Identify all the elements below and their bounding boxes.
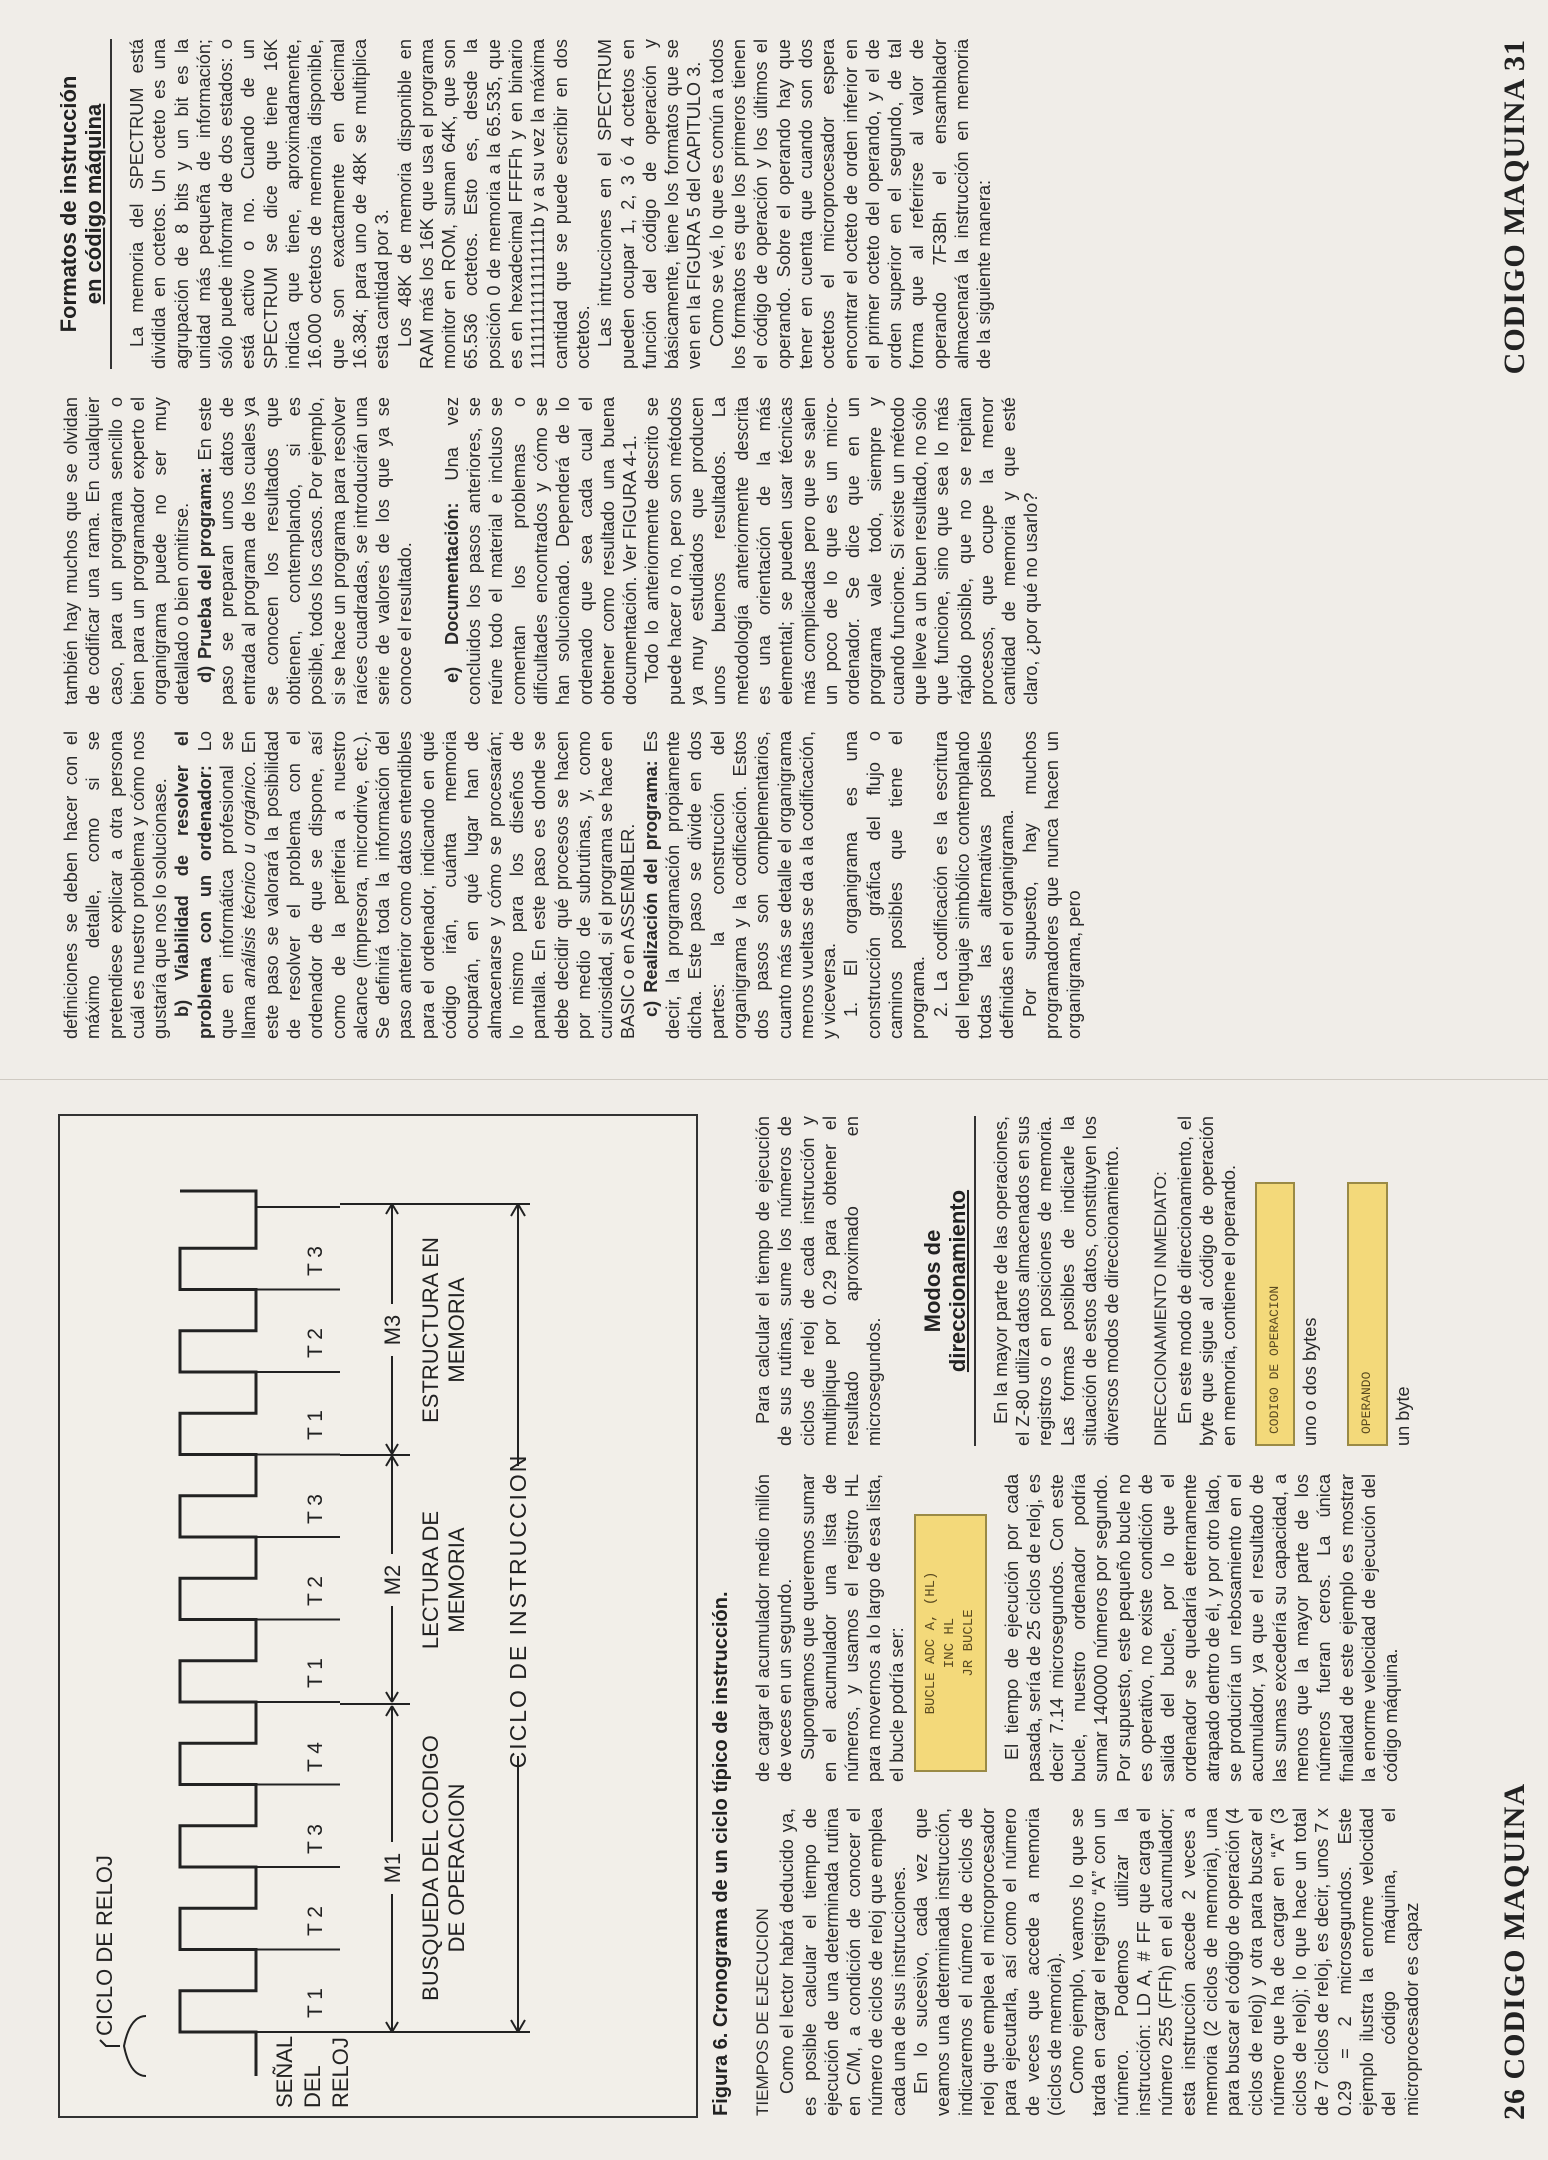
step-b-label: b) Viabilidad de resolver el problema con un ordenador: (172, 731, 215, 1039)
section-title-line-1: Modos de (919, 1229, 945, 1333)
step-b-text-1: Lo que en informática profesional se llama (194, 731, 260, 1039)
m1-label: M1 (380, 1852, 405, 1884)
format-diagram (1255, 1116, 1414, 1446)
paragraph: Supongamos que queremos sumar en el acumulador una lista de números, y usamos el registro HL para movernos a lo largo de esa lista, el bucle podría ser: (797, 1474, 907, 1782)
instruction-cycle-label: CICLO DE INSTRUCCION (505, 1453, 531, 1769)
section-heading: TIEMPOS DE EJECUCION (753, 1908, 772, 2116)
t-label: T 1 (304, 1988, 327, 2018)
clock-waveform (180, 1191, 256, 2076)
opcode-note: uno o dos bytes (1300, 1317, 1321, 1446)
paragraph-e (441, 397, 642, 705)
right-col-1 (60, 731, 1086, 1039)
step-d-label: d) Prueba del programa: (194, 467, 215, 683)
section-title-line-1: Formatos de instrucción (56, 75, 81, 333)
page-footer-right: CODIGO MAQUINA 31 (1498, 39, 1531, 375)
left-col-3 (752, 1116, 1420, 1446)
signal-label-2: DEL (300, 2065, 325, 2108)
paragraph: Por supuesto, hay muchos programadores que nunca hacen un organigrama, pero (1019, 731, 1085, 1039)
paragraph: Como el lector habrá deducido ya, es posible calcular el tiempo de ejecución de una determinada rutina en C/M, a condición de conocer el número de ciclos de reloj que emplea cada una de sus instrucciones. (777, 1808, 909, 2116)
code-listing (914, 1514, 987, 1772)
operand-box: OPERANDO (1347, 1182, 1387, 1446)
paragraph: definiciones se deben hacer con el máximo detalle, como si se pretendiese explicar a otra persona cuál es nuestro problema y cómo nos gustaría que nos lo solucionase. (61, 731, 171, 1039)
code-line: INC HL (942, 1617, 959, 1669)
t-label: T 3 (304, 1494, 327, 1524)
t-label: T 3 (304, 1246, 327, 1276)
signal-label-1: SEÑAL (272, 2035, 297, 2108)
paragraph: 2. La codificación es la escritura del lenguaje simbólico contemplando todas las alternativas posibles definidas en el organigrama. (930, 731, 1018, 1039)
t-label: T 1 (304, 1658, 327, 1688)
opcode-box: CODIGO DE OPERACION (1255, 1182, 1295, 1446)
section-title-line-2: en código máquina (81, 103, 106, 305)
paragraph: 1. El organigrama es una construcción gráfica del flujo o caminos posibles que tiene el programa. (841, 731, 929, 1039)
subheading: DIRECCIONAMIENTO INMEDIATO: (1150, 1171, 1170, 1446)
section-title (920, 1116, 976, 1446)
section-title (56, 39, 112, 369)
paragraph: también hay muchos que se olvidan de codificar una rama. En cualquier caso, para un programa sencillo o bien para un programador experto el organigrama puede no ser muy detallado o bien omitirse. (61, 397, 193, 705)
m3-desc-1: ESTRUCTURA EN (418, 1237, 443, 1423)
paragraph: Como ejemplo, veamos lo que se tarda en cargar el registro “A” con un número. Podemos utilizar la instrucción: LD A, # FF que carga el número 255 (FFh) en el acumulador; esta instrucción accede 2 veces a memoria (2 ciclos de memoria), una para buscar el código de operación (4 ciclos de reloj) y otra para buscar el número que ha de cargar en “A” (3 ciclos de reloj); lo que hace un total de 7 ciclos de reloj, es decir, unos 7 x 0.29 = 2 microsegundos. Este ejemplo ilustra la enorme velocidad del código máquina, el microprocesador es capaz (1067, 1808, 1422, 2116)
figure-caption: Figura 6. Cronograma de un ciclo típico de instrucción. (710, 1591, 732, 2116)
t-label: T 2 (304, 1906, 327, 1936)
t-state-dividers (256, 1207, 340, 2032)
paragraph: La memoria del SPECTRUM está dividida en octetos. Un octeto es una agrupación de 8 bits y un bit es la unidad más pequeña de información; sólo puede informar de dos estados: o está activo o no. Cuando de un SPECTRUM se dice que tiene 16K indica que tiene, aproximadamente, 16.000 octetos de memoria disponible, que son exactamente en decimal 16.384; para uno de 48K se multiplica esta cantidad por 3. (127, 39, 393, 369)
paragraph: de cargar el acumulador medio millón de veces en un segundo. (753, 1474, 796, 1782)
step-e-label: e) Documentación: (441, 502, 462, 683)
right-col-2 (60, 397, 1043, 705)
code-line: BUCLE ADC A, (HL) (923, 1571, 940, 1715)
t-label: T 2 (304, 1328, 327, 1358)
paragraph: Todo lo anteriormente descrito se puede hacer o no, pero son métodos ya muy estudiados que producen unos buenos resultados. La metodología anteriormente descrita es una orientación de la más elemental; se pueden usar técnicas más complicadas pero que se salen un poco de lo que es un micro-ordenador. Se dice que en un programa vale todo, siempre y cuando funcione. Si existe un método que lleve a un buen resultado, no sólo que funcione, sino que sea lo más rápido posible, que no se repitan procesos, que ocupe la menor cantidad de memoria y que esté claro, ¿por qué no usarlo? (642, 397, 1042, 705)
paragraph: En este modo de direccionamiento, el byte que sigue al código de operación en memoria, contiene el operando. (1174, 1116, 1240, 1446)
t-label: T 1 (304, 1410, 327, 1440)
left-col-1 (752, 1808, 1423, 2116)
paragraph: En lo sucesivo, cada vez que veamos una determinada instrucción, indicaremos el número de ciclos de reloj que emplea el microprocesador para ejecutarla, así como el número de veces que accede a memoria (ciclos de memoria). (911, 1808, 1065, 2116)
step-d-text: En este paso se preparan unos datos de entrada al programa de los cuales ya se conocen los resultados que obtienen, contemplando, si es posible, todos los casos. Por ejemplo, si se hace un programa para resolver raíces cuadradas, se introducirán una serie de valores de los que ya se conoce el resultado. (194, 397, 416, 705)
paragraph-d (194, 397, 417, 705)
t-label: T 2 (304, 1576, 327, 1606)
m2-desc-1: LECTURA DE (418, 1510, 443, 1650)
clock-cycle-bracket (100, 2040, 120, 2046)
page-footer-left: 26 CODIGO MAQUINA (1498, 1783, 1531, 2120)
step-c-text: Es decir, la programación propiamente dicha. Este paso se divide en dos partes: la construcción del organigrama y la codificación. Estos dos pasos son complementarios, cuanto más se detalle el organigrama menos vueltas se da a la codificación, y viceversa. (640, 730, 840, 1039)
paragraph-c (640, 731, 841, 1039)
paragraph: Las intrucciones en el SPECTRUM pueden ocupar 1, 2, 3 ó 4 octetos en función del código de operación y básicamente, tiene los formatos que se ven en la FIGURA 5 del CAPITULO 3. (595, 39, 705, 369)
timing-svg (60, 1116, 696, 2116)
clock-timing-diagram (58, 1114, 698, 2118)
paragraph: Como se vé, lo que es común a todos los formatos es que los primeros tienen el código de operación y los últimos el operando. Sobre el operando hay que tener en cuenta que cuando son dos octetos el microprocesador espera encontrar el octeto de orden inferior en el primer octeto del operando, y el de orden superior en el segundo, de tal forma que al referirse al valor de operando 7F3Bh el ensamblador almacenará la instrucción en memoria de la siguiente manera: (706, 39, 995, 369)
code-line: JR BUCLE (961, 1609, 978, 1677)
m3-desc-2: MEMORIA (444, 1277, 469, 1383)
step-c-label: c) Realización del programa: (640, 760, 661, 1017)
paragraph: En la mayor parte de las operaciones, el Z-80 utiliza datos almacenados en sus registros o en posiciones de memoria. Las formas posibles de indicarle la situación de estos datos, constituyen los diversos modos de direccionamiento. (990, 1116, 1123, 1446)
right-col-3 (56, 39, 996, 369)
step-e-text: Una vez concluidos los pasos anteriores, se reúne todo el material e incluso se comentan los problemas o dificultades encontrados y cómo se han solucionado. Dependerá de lo ordenado que sea cada cual el obtener como resultado una buena documentación. Ver FIGURA 4-1. (441, 397, 641, 705)
m2-desc-2: MEMORIA (444, 1527, 469, 1633)
paragraph: El tiempo de ejecución por cada pasada, sería de 25 ciclos de reloj, es decir 7.14 microsegundos. Con este bucle, nuestro ordenador podría sumar 140000 números por segundo. Por supuesto, este pequeño bucle no es operativo, no existe condición de salida del bucle, por lo que el ordenador se quedaría eternamente atrapado dentro de él, y por otro lado, se produciría un rebosamiento en el acumulador, ya que el resultado de las sumas excedería su capacidad, a menos que la mayor parte de los números fueran ceros. La única finalidad de este ejemplo es mostrar la enorme velocidad de ejecución del código máquina. (1002, 1474, 1402, 1782)
step-b-italic: análisis técnico u orgánico (239, 766, 260, 988)
section-title-line-2: direccionamiento (944, 1189, 970, 1373)
step-b-text-2: . En este paso se valorará la posibilidad de resolver el problema con el ordenador de que se dispone, así como de la periferia a nuestro alcance (impresora, microdrive, etc.). Se definirá toda la información del paso anterior como datos entendibles para el ordenador, indicando en qué código irán, cuánta memoria ocuparán, en qué lugar han de almacenarse y cómo se procesarán; lo mismo para los diseños de pantalla. En este paso es donde se debe decidir qué procesos se hacen por medio de subrutinas, y, como curiosidad, si el programa se hace en BASIC o en ASSEMBLER. (239, 730, 639, 1039)
m2-label: M2 (380, 1564, 405, 1596)
operand-note: un byte (1392, 1386, 1413, 1446)
t-label: T 4 (304, 1742, 327, 1772)
paragraph: Para calcular el tiempo de ejecución de sus rutinas, sume los números de ciclos de reloj de cada instrucción y multiplique por 0.29 para obtener el resultado aproximado en microsegundos. (753, 1116, 885, 1446)
left-col-2 (752, 1474, 1402, 1782)
clock-cycle-label: CICLO DE RELOJ (92, 1855, 117, 2036)
page-26 (0, 1080, 1548, 2160)
m3-label: M3 (380, 1314, 405, 1346)
paragraph: Los 48K de memoria disponible en RAM más los 16K que usa el programa monitor en ROM, suman 64K, que son 65.536 octetos. Esto es, desde la posición 0 de memoria a la 65.535, que es en hexadecimal FFFFh y en binario 1111111111111111b y a su vez la máxima cantidad que se puede escribir en dos octetos. (394, 39, 593, 369)
clock-cycle-brace (124, 2016, 146, 2076)
paragraph-b (171, 731, 639, 1039)
m1-desc-1: BUSQUEDA DEL CODIGO (418, 1735, 443, 2001)
t-label: T 3 (304, 1824, 327, 1854)
signal-label-3: RELOJ (328, 2037, 353, 2108)
m1-desc-2: DE OPERACION (444, 1783, 469, 1953)
